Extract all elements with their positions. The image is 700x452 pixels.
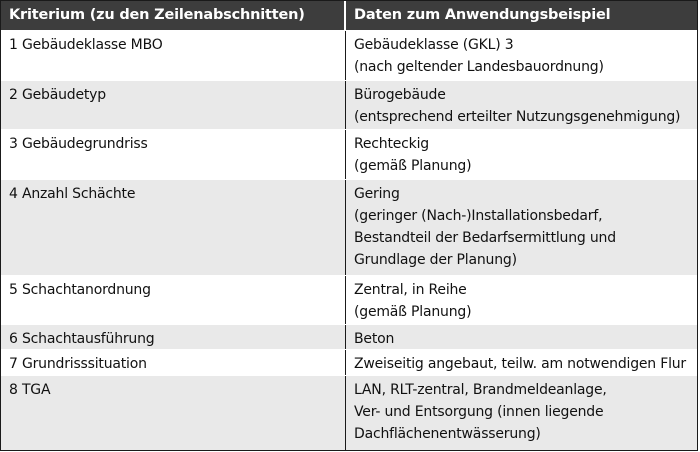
data-line: (nach geltender Landesbauordnung) [354, 59, 604, 75]
table-row [1, 81, 697, 130]
data-line: Ver- und Entsorgung (innen liegende [354, 404, 604, 420]
header-example-data: Daten zum Anwendungsbeispiel [354, 7, 611, 23]
criterion-cell: 2 Gebäudetyp [1, 81, 346, 129]
header-criterion: Kriterium (zu den Zeilenabschnitten) [1, 1, 346, 30]
data-cell [346, 130, 697, 179]
table-header [1, 1, 697, 31]
data-line: Gering [354, 186, 400, 202]
table-row [1, 376, 697, 450]
data-line: Gebäudeklasse (GKL) 3 [354, 37, 514, 53]
data-line: Dachflächenentwässerung) [354, 426, 541, 442]
criterion-cell: 7 Grundrisssituation [1, 350, 346, 375]
table-row [1, 325, 697, 350]
table-row [1, 180, 697, 276]
criterion-cell: 1 Gebäudeklasse MBO [1, 31, 346, 80]
table-row [1, 31, 697, 81]
data-line: Bürogebäude [354, 87, 446, 103]
criterion-cell: 6 Schachtausführung [1, 325, 346, 349]
table-row [1, 276, 697, 325]
data-cell [346, 31, 697, 80]
table-row [1, 130, 697, 180]
data-line: (entsprechend erteilter Nutzungsgenehmigung) [354, 109, 681, 125]
data-cell [346, 81, 697, 129]
table-row [1, 350, 697, 376]
data-line: (gemäß Planung) [354, 158, 472, 174]
data-cell [346, 376, 697, 450]
criterion-cell: 5 Schachtanordnung [1, 276, 346, 324]
data-line: (gemäß Planung) [354, 304, 472, 320]
criterion-cell: 4 Anzahl Schächte [1, 180, 346, 275]
data-line: Bestandteil der Bedarfsermittlung und [354, 230, 616, 246]
data-cell [346, 350, 697, 375]
data-line: Zentral, in Reihe [354, 282, 467, 298]
data-cell [346, 276, 697, 324]
data-line: LAN, RLT-zentral, Brandmeldeanlage, [354, 382, 607, 398]
criterion-cell: 8 TGA [1, 376, 346, 450]
data-cell [346, 325, 697, 349]
data-line: Beton [354, 331, 395, 347]
data-line: (geringer (Nach-)Installationsbedarf, [354, 208, 603, 224]
data-cell [346, 180, 697, 275]
data-line: Rechteckig [354, 136, 429, 152]
criterion-cell: 3 Gebäudegrundriss [1, 130, 346, 179]
data-line: Zweiseitig angebaut, teilw. am notwendigen Flur [354, 356, 686, 372]
data-line: Grundlage der Planung) [354, 252, 517, 268]
